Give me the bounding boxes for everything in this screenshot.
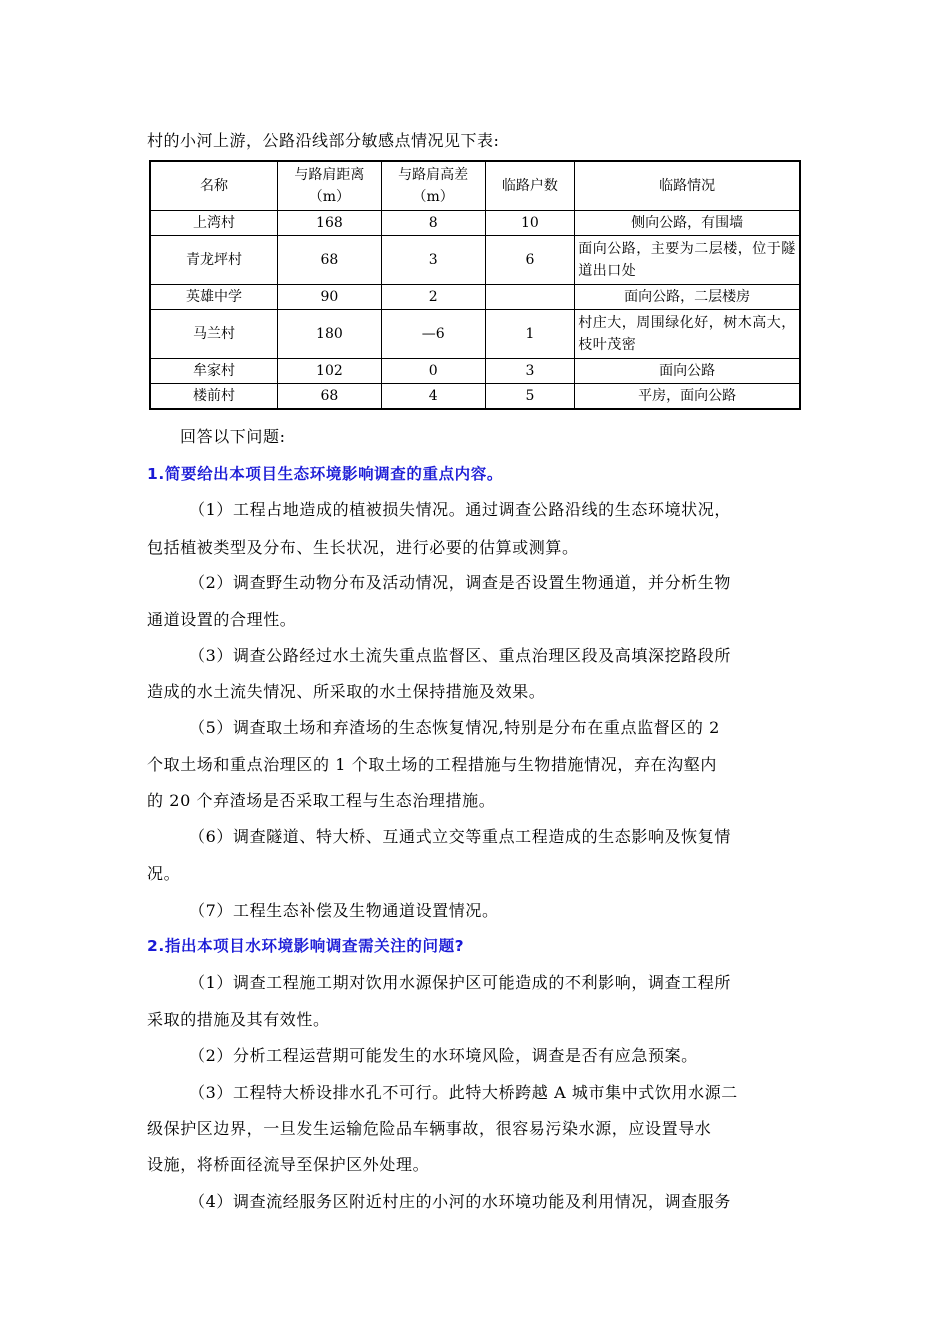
q1-item-5-cont: 个取土场和重点治理区的 1 个取土场的工程措施与生物措施情况，弃在沟壑内 — [147, 755, 717, 774]
cell-situation: 面向公路，二层楼房 — [575, 285, 800, 310]
cell-height-diff: 8 — [381, 211, 485, 236]
cell-distance: 180 — [278, 310, 382, 359]
cell-height-diff: 4 — [381, 384, 485, 410]
sensitive-points-table — [149, 160, 801, 410]
cell-height-diff: 2 — [381, 285, 485, 310]
q1-item-5: （5）调查取土场和弃渣场的生态恢复情况,特别是分布在重点监督区的 2 — [189, 718, 720, 737]
q1-item-6-cont: 况。 — [147, 864, 181, 883]
cell-households: 5 — [485, 384, 575, 410]
q2-item-3-cont2: 设施，将桥面径流导至保护区外处理。 — [147, 1155, 430, 1174]
cell-name: 牟家村 — [150, 359, 278, 384]
cell-height-diff: —6 — [381, 310, 485, 359]
q1-item-6: （6）调查隧道、特大桥、互通式立交等重点工程造成的生态影响及恢复情 — [189, 827, 731, 846]
cell-situation: 侧向公路，有围墙 — [575, 211, 800, 236]
q2-item-3-cont: 级保护区边界，一旦发生运输危险品车辆事故，很容易污染水源，应设置导水 — [147, 1119, 712, 1138]
cell-situation: 面向公路 — [575, 359, 800, 384]
cell-distance: 168 — [278, 211, 382, 236]
cell-distance: 102 — [278, 359, 382, 384]
header-cell-households: 临路户数 — [485, 161, 575, 211]
cell-name: 英雄中学 — [150, 285, 278, 310]
q2-item-2: （2）分析工程运营期可能发生的水环境风险，调查是否有应急预案。 — [189, 1046, 698, 1065]
header-cell-name: 名称 — [150, 161, 278, 211]
cell-distance: 68 — [278, 236, 382, 285]
table-row — [150, 310, 800, 359]
q1-item-1-cont: 包括植被类型及分布、生长状况，进行必要的估算或测算。 — [147, 538, 579, 557]
q1-item-3-cont: 造成的水土流失情况、所采取的水土保持措施及效果。 — [147, 682, 546, 701]
question-1-title: 1.简要给出本项目生态环境影响调查的重点内容。 — [147, 465, 503, 483]
cell-households: 3 — [485, 359, 575, 384]
q2-item-4: （4）调查流经服务区附近村庄的小河的水环境功能及利用情况，调查服务 — [189, 1192, 731, 1211]
table-row — [150, 236, 800, 285]
q1-item-5-cont2: 的 20 个弃渣场是否采取工程与生态治理措施。 — [147, 791, 496, 810]
table-header-row — [150, 161, 800, 211]
q1-item-3: （3）调查公路经过水土流失重点监督区、重点治理区段及高填深挖路段所 — [189, 646, 731, 665]
cell-households: 1 — [485, 310, 575, 359]
question-2-title: 2.指出本项目水环境影响调查需关注的问题? — [147, 937, 465, 955]
cell-households — [485, 285, 575, 310]
cell-name: 马兰村 — [150, 310, 278, 359]
q2-item-1: （1）调查工程施工期对饮用水源保护区可能造成的不利影响，调查工程所 — [189, 973, 731, 992]
table-row — [150, 285, 800, 310]
cell-name: 青龙坪村 — [150, 236, 278, 285]
q1-item-2: （2）调查野生动物分布及活动情况，调查是否设置生物通道，并分析生物 — [189, 573, 731, 592]
answer-intro: 回答以下问题: — [180, 427, 286, 446]
cell-situation: 村庄大，周围绿化好，树木高大，枝叶茂密 — [575, 310, 800, 359]
header-cell-situation: 临路情况 — [575, 161, 800, 211]
header-cell-distance: 与路肩距离（m） — [278, 161, 382, 211]
cell-households: 10 — [485, 211, 575, 236]
q2-item-1-cont: 采取的措施及其有效性。 — [147, 1010, 330, 1029]
intro-text: 村的小河上游，公路沿线部分敏感点情况见下表: — [147, 131, 500, 150]
q1-item-7: （7）工程生态补偿及生物通道设置情况。 — [189, 901, 499, 920]
q1-item-2-cont: 通道设置的合理性。 — [147, 610, 297, 629]
table-row — [150, 211, 800, 236]
q2-item-3: （3）工程特大桥设排水孔不可行。此特大桥跨越 A 城市集中式饮用水源二 — [189, 1083, 738, 1102]
cell-name: 上湾村 — [150, 211, 278, 236]
cell-distance: 68 — [278, 384, 382, 410]
cell-situation: 平房，面向公路 — [575, 384, 800, 410]
cell-height-diff: 3 — [381, 236, 485, 285]
cell-name: 楼前村 — [150, 384, 278, 410]
q1-item-1: （1）工程占地造成的植被损失情况。通过调查公路沿线的生态环境状况， — [189, 500, 731, 519]
cell-distance: 90 — [278, 285, 382, 310]
cell-households: 6 — [485, 236, 575, 285]
table-row — [150, 359, 800, 384]
cell-situation: 面向公路，主要为二层楼，位于隧道出口处 — [575, 236, 800, 285]
table-row — [150, 384, 800, 410]
header-cell-height-diff: 与路肩高差（m） — [381, 161, 485, 211]
cell-height-diff: 0 — [381, 359, 485, 384]
